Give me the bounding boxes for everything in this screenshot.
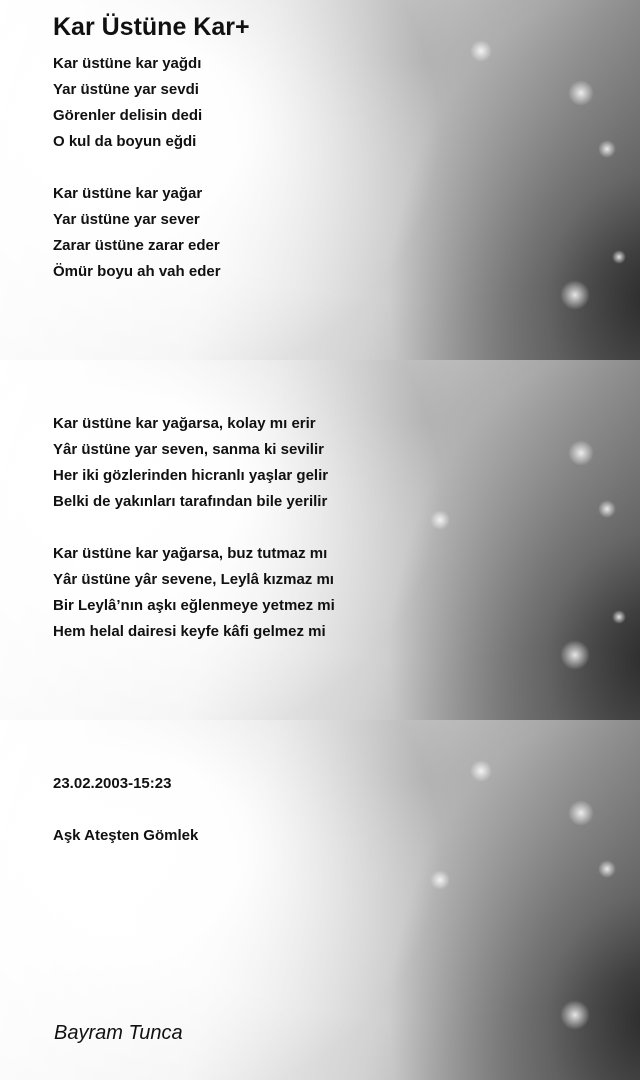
bokeh-light	[598, 140, 616, 158]
stanza-2	[53, 181, 221, 285]
poem-title: Kar Üstüne Kar+	[53, 13, 250, 41]
poem-panel-3	[0, 720, 640, 1080]
poem-line: Yâr üstüne yâr sevene, Leylâ kızmaz mı	[53, 571, 334, 588]
bokeh-light	[598, 500, 616, 518]
poem-line: Hem helal dairesi keyfe kâfi gelmez mi	[53, 623, 326, 640]
poem-date: 23.02.2003-15:23	[53, 775, 172, 792]
poem-panel-2	[0, 360, 640, 720]
bokeh-light	[470, 760, 492, 782]
poem-line: Yâr üstüne yar seven, sanma ki sevilir	[53, 441, 324, 458]
bokeh-light	[568, 800, 594, 826]
stanza-3	[53, 411, 328, 515]
bokeh-light	[612, 610, 626, 624]
poem-line: Kar üstüne kar yağarsa, kolay mı erir	[53, 415, 316, 432]
poem-line: O kul da boyun eğdi	[53, 133, 197, 150]
poem-line: Bir Leylâ’nın aşkı eğlenmeye yetmez mi	[53, 597, 335, 614]
poem-line: Kar üstüne kar yağarsa, buz tutmaz mı	[53, 545, 328, 562]
author-name: Bayram Tunca	[54, 1022, 183, 1044]
poem-line: Ömür boyu ah vah eder	[53, 263, 221, 280]
poem-panel-1	[0, 0, 640, 360]
poem-line: Her iki gözlerinden hicranlı yaşlar gelir	[53, 467, 329, 484]
bokeh-light	[568, 440, 594, 466]
stanza-4	[53, 541, 335, 645]
bokeh-light	[560, 640, 590, 670]
poem-line: Yar üstüne yar sevdi	[53, 81, 199, 98]
poem-line: Kar üstüne kar yağar	[53, 185, 203, 202]
bokeh-light	[598, 860, 616, 878]
bokeh-light	[612, 250, 626, 264]
poem-line: Yar üstüne yar sever	[53, 211, 200, 228]
bokeh-light	[430, 510, 450, 530]
poem-line: Zarar üstüne zarar eder	[53, 237, 220, 254]
bokeh-light	[470, 40, 492, 62]
poem-line: Görenler delisin dedi	[53, 107, 203, 124]
poem-line: Belki de yakınları tarafından bile yerilir	[53, 493, 328, 510]
bokeh-light	[568, 80, 594, 106]
poem-line: Kar üstüne kar yağdı	[53, 55, 202, 72]
bokeh-light	[560, 280, 590, 310]
book-title: Aşk Ateşten Gömlek	[53, 827, 199, 844]
bokeh-light	[560, 1000, 590, 1030]
bokeh-light	[430, 870, 450, 890]
stanza-1	[53, 51, 202, 155]
